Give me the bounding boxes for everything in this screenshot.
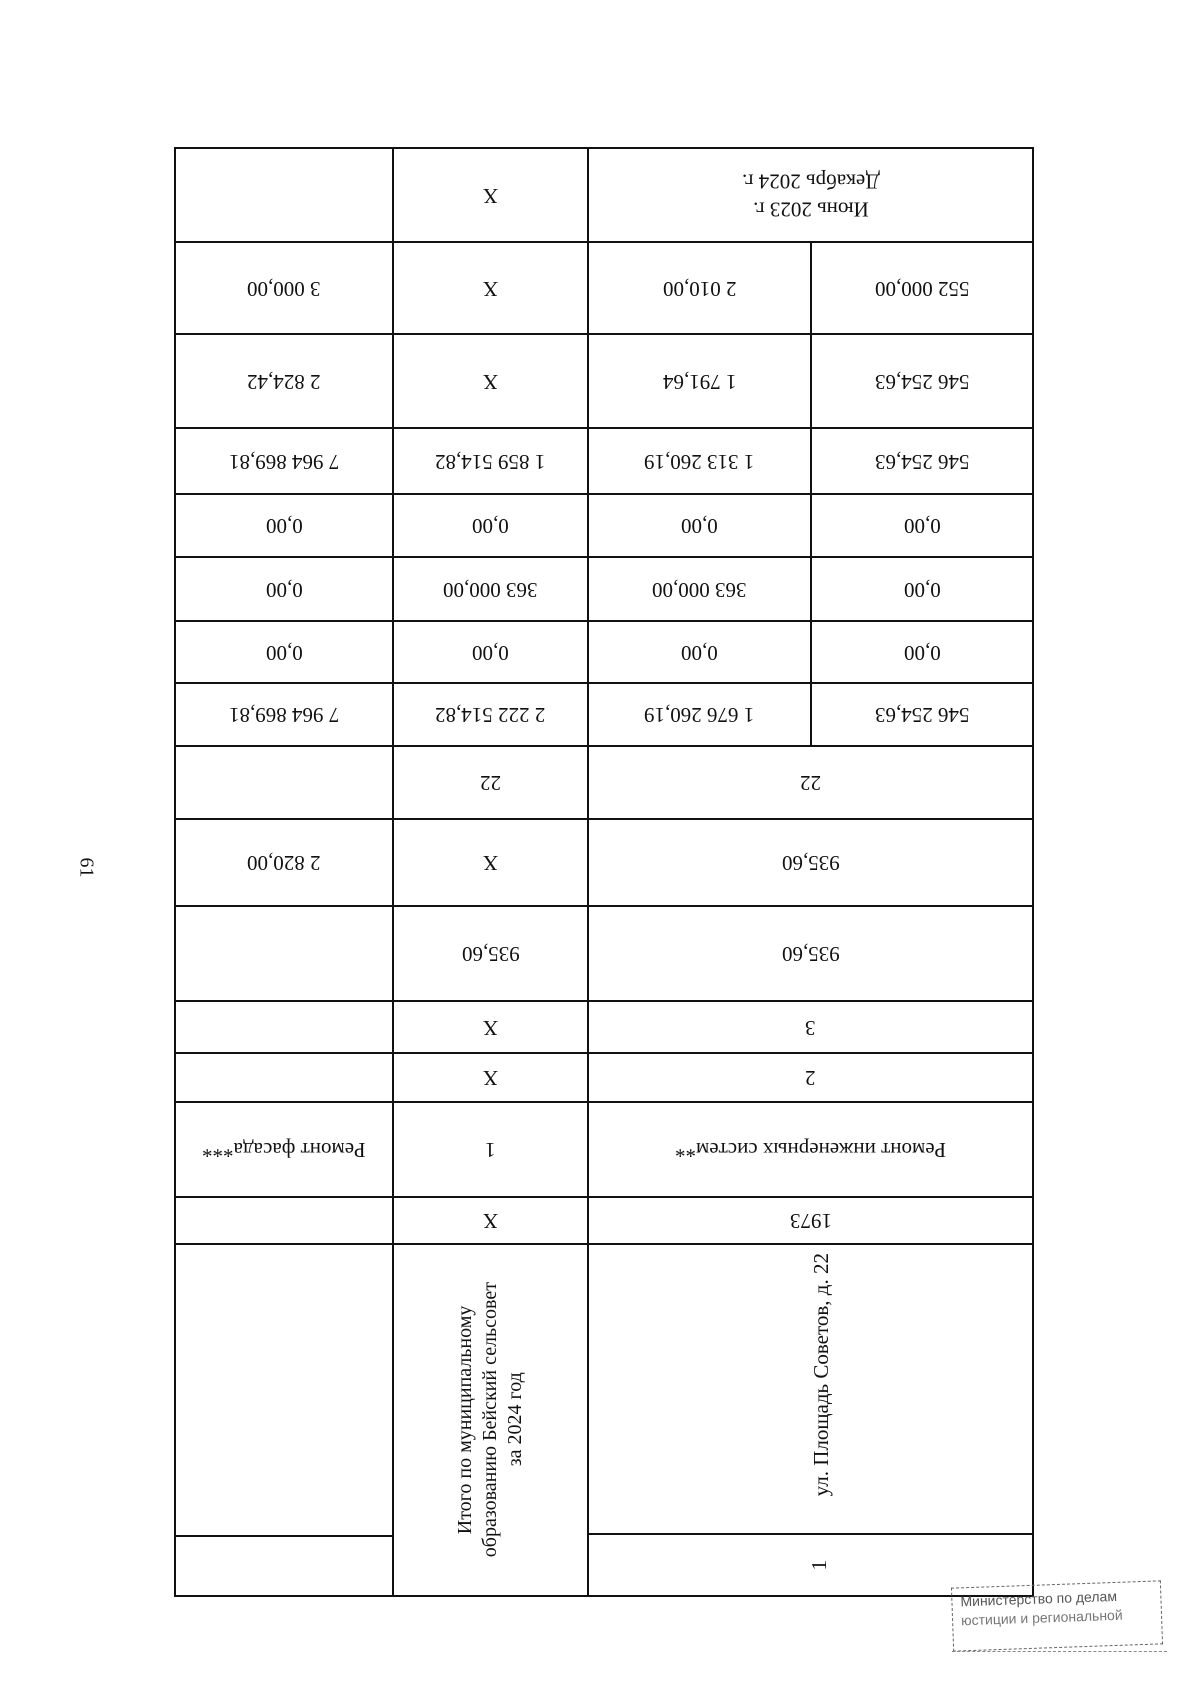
row-6-col-c1: 0,00: [810, 620, 1034, 684]
row-8-col-b: 22: [392, 745, 589, 820]
row-12-col-a: [174, 1052, 394, 1103]
row-11-col-a: [174, 1000, 394, 1054]
row-2-col-c2: 1 791,64: [587, 333, 812, 429]
row-4-col-b: 0,00: [392, 493, 589, 558]
row-6-col-a: 0,00: [174, 620, 394, 684]
row-9-col-b: X: [392, 818, 589, 907]
row-10-col-c: 935,60: [587, 905, 1034, 1002]
row-14-col-b: X: [392, 1196, 589, 1245]
row-13-col-c: Ремонт инженерных систем**: [587, 1101, 1034, 1198]
row-0-col-b: X: [392, 147, 589, 243]
row-1-col-c1: 552 000,00: [810, 241, 1034, 335]
row-3-col-b: 1 859 514,82: [392, 427, 589, 495]
row-9-col-a: 2 820,00: [174, 818, 394, 907]
row-6-col-c2: 0,00: [587, 620, 812, 684]
total-label-cell: Итого по муниципальному образованию Бейский сельсовет за 2024 год: [392, 1243, 589, 1597]
row-1-col-b: X: [392, 241, 589, 335]
row-2-col-b: X: [392, 333, 589, 429]
row-4-col-a: 0,00: [174, 493, 394, 558]
row-2-col-a: 2 824,42: [174, 333, 394, 429]
row-3-col-c1: 546 254,63: [810, 427, 1034, 495]
stamp-underline: [952, 1651, 1167, 1652]
row-11-col-b: X: [392, 1000, 589, 1054]
empty-cell-upper: [174, 1243, 394, 1537]
row-12-col-b: X: [392, 1052, 589, 1103]
stamp-line-1: Министерство по делам: [960, 1587, 1118, 1610]
row-6-col-b: 0,00: [392, 620, 589, 684]
row-7-col-c2: 1 676 260,19: [587, 682, 812, 747]
row-13-col-b: 1: [392, 1101, 589, 1198]
row-3-col-c2: 1 313 260,19: [587, 427, 812, 495]
row-7-col-c1: 546 254,63: [810, 682, 1034, 747]
row-1-col-a: 3 000,00: [174, 241, 394, 335]
row-1-col-c2: 2 010,00: [587, 241, 812, 335]
row-5-col-c1: 0,00: [810, 556, 1034, 622]
stamp-line-2: юстиции и региональной: [960, 1606, 1123, 1629]
row-7-col-a: 7 964 869,81: [174, 682, 394, 747]
row-8-col-c: 22: [587, 745, 1034, 820]
row-12-col-c: 2: [587, 1052, 1034, 1103]
row-3-col-a: 7 964 869,81: [174, 427, 394, 495]
row-0-col-a: [174, 147, 394, 243]
empty-cell-lower: [174, 1535, 394, 1597]
row-4-col-c2: 0,00: [587, 493, 812, 558]
row-2-col-c1: 546 254,63: [810, 333, 1034, 429]
row-14-col-a: [174, 1196, 394, 1245]
number-cell: 1: [587, 1533, 1034, 1597]
row-9-col-c: 935,60: [587, 818, 1034, 907]
rotated-table: [174, 147, 1034, 1597]
row-4-col-c1: 0,00: [810, 493, 1034, 558]
row-0-col-c: Июнь 2023 г. Декабрь 2024 г.: [587, 147, 1034, 243]
row-8-col-a: [174, 745, 394, 820]
row-11-col-c: 3: [587, 1000, 1034, 1054]
row-10-col-a: [174, 905, 394, 1002]
ministry-stamp: [951, 1580, 1163, 1651]
row-5-col-c2: 363 000,00: [587, 556, 812, 622]
address-cell: ул. Площадь Советов, д. 22: [587, 1243, 1034, 1535]
row-10-col-b: 935,60: [392, 905, 589, 1002]
row-13-col-a: Ремонт фасада***: [174, 1101, 394, 1198]
row-7-col-b: 2 222 514,82: [392, 682, 589, 747]
row-5-col-a: 0,00: [174, 556, 394, 622]
row-14-col-c: 1973: [587, 1196, 1034, 1245]
page-number: 61: [75, 857, 98, 878]
row-5-col-b: 363 000,00: [392, 556, 589, 622]
